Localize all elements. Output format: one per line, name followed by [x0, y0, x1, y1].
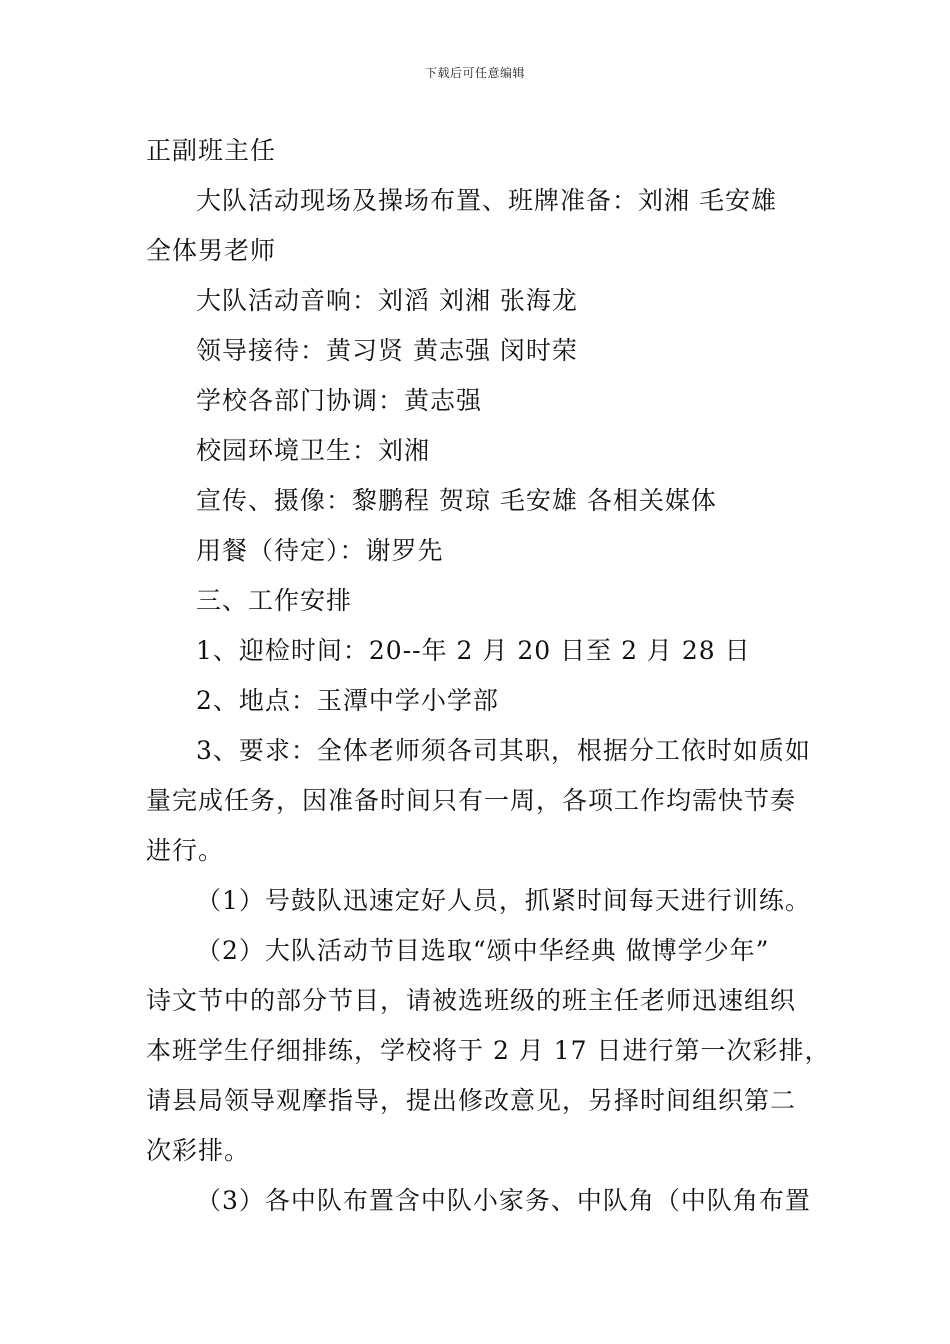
- text-line: 2、地点：玉潭中学小学部: [196, 686, 499, 715]
- text-line: （2）大队活动节目选取“颂中华经典 做博学少年”: [196, 936, 770, 965]
- text-line: 本班学生仔细排练，学校将于 2 月 17 日进行第一次彩排，: [146, 1036, 831, 1065]
- text-line: 1、迎检时间：20--年 2 月 20 日至 2 月 28 日: [196, 636, 751, 665]
- text-line: 大队活动现场及操场布置、班牌准备：刘湘 毛安雄: [196, 186, 777, 215]
- text-line: 大队活动音响：刘滔 刘湘 张海龙: [196, 286, 578, 315]
- text-line: 宣传、摄像：黎鹏程 贺琼 毛安雄 各相关媒体: [196, 486, 717, 515]
- text-line: （1）号鼓队迅速定好人员，抓紧时间每天进行训练。: [196, 886, 811, 915]
- text-line: 量完成任务，因准备时间只有一周，各项工作均需快节奏: [146, 786, 797, 815]
- section-heading: 三、工作安排: [196, 586, 353, 615]
- text-line: 3、要求：全体老师须各司其职，根据分工依时如质如: [196, 736, 811, 765]
- text-line: 学校各部门协调：黄志强: [196, 386, 483, 415]
- text-line: 用餐（待定）：谢罗先: [196, 536, 444, 565]
- text-line: （3）各中队布置含中队小家务、中队角（中队角布置: [196, 1186, 811, 1215]
- text-line: 领导接待：黄习贤 黄志强 闵时荣: [196, 336, 578, 365]
- text-line: 诗文节中的部分节目，请被选班级的班主任老师迅速组织: [146, 986, 797, 1015]
- text-line: 次彩排。: [146, 1136, 251, 1165]
- text-line: 请县局领导观摩指导，提出修改意见，另择时间组织第二: [146, 1086, 797, 1115]
- page-header: 下载后可任意编辑: [424, 66, 525, 80]
- text-line: 进行。: [146, 836, 225, 865]
- text-line: 校园环境卫生：刘湘: [196, 436, 431, 465]
- text-line: 正副班主任: [146, 136, 277, 165]
- text-line: 全体男老师: [146, 236, 277, 265]
